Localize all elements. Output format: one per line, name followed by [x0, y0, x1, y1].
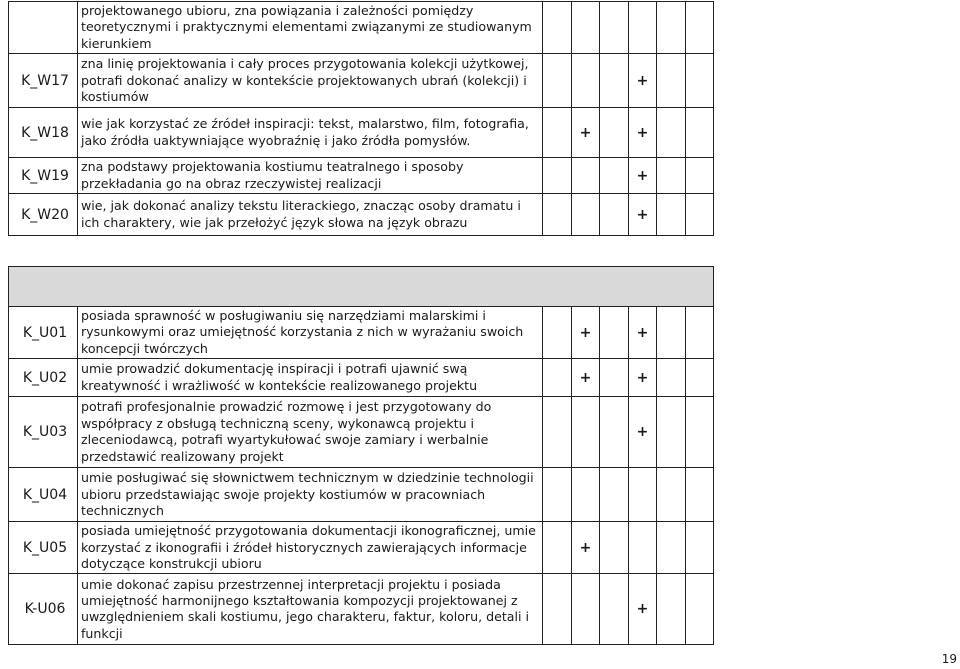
table-row	[9, 574, 714, 645]
outcome-mark	[543, 307, 572, 359]
outcome-mark	[572, 574, 600, 645]
outcome-mark: +	[629, 307, 657, 359]
table-row	[9, 2, 714, 54]
outcome-mark	[572, 468, 600, 522]
outcome-code	[9, 2, 78, 54]
outcome-description: projektowanego ubioru, zna powiązania i zależności pomiędzy teoretycznymi i praktycznymi elementami związanymi ze studiowanym kierunkiem	[78, 2, 543, 54]
outcome-mark: +	[572, 359, 600, 397]
outcome-mark	[600, 359, 629, 397]
outcome-mark	[657, 574, 686, 645]
outcome-mark	[572, 2, 600, 54]
outcome-mark	[686, 194, 714, 236]
outcome-code: K_U03	[9, 397, 78, 468]
outcome-mark	[657, 397, 686, 468]
outcome-description: umie posługiwać się słownictwem technicznym w dziedzinie technologii ubioru przedstawiając swoje projekty kostiumów w pracowniach technicznych	[78, 468, 543, 522]
outcome-mark	[686, 307, 714, 359]
outcome-mark	[600, 108, 629, 158]
outcome-mark	[629, 468, 657, 522]
outcome-code: K_W17	[9, 54, 78, 108]
outcome-mark: +	[629, 397, 657, 468]
outcome-code: K_U04	[9, 468, 78, 522]
outcome-mark: +	[572, 522, 600, 574]
outcome-mark	[686, 522, 714, 574]
outcome-description: umie prowadzić dokumentację inspiracji i potrafi ujawnić swą kreatywność i wrażliwość w kontekście realizowanego projektu	[78, 359, 543, 397]
outcome-description: zna podstawy projektowania kostiumu teatralnego i sposoby przekładania go na obraz rzeczywistej realizacji	[78, 158, 543, 194]
outcome-mark: +	[629, 194, 657, 236]
outcome-code: K_U01	[9, 307, 78, 359]
outcome-description: umie dokonać zapisu przestrzennej interpretacji projektu i posiada umiejętność harmonijnego kształtowania kompozycji projektowanej z uwzględnieniem skali kostiumu, jego charakteru, faktur, koloru, detali i funkcji	[78, 574, 543, 645]
outcome-mark: +	[629, 158, 657, 194]
outcome-mark	[600, 397, 629, 468]
outcome-description: zna linię projektowania i cały proces przygotowania kolekcji użytkowej, potrafi dokonać analizy w kontekście projektowanych ubrań (kolekcji) i kostiumów	[78, 54, 543, 108]
table-row	[9, 397, 714, 468]
outcome-mark	[686, 158, 714, 194]
outcome-mark	[657, 54, 686, 108]
table-row	[9, 522, 714, 574]
outcome-mark	[543, 54, 572, 108]
outcome-mark	[686, 359, 714, 397]
outcome-code: K-U06	[9, 574, 78, 645]
outcome-mark	[686, 54, 714, 108]
learning-outcomes-table-knowledge	[8, 1, 714, 236]
outcome-code: K_W20	[9, 194, 78, 236]
outcome-mark	[657, 468, 686, 522]
outcome-mark	[600, 54, 629, 108]
section-separator-row	[9, 267, 714, 307]
outcome-mark	[572, 158, 600, 194]
learning-outcomes-table-skills	[8, 266, 714, 645]
outcome-mark	[600, 2, 629, 54]
outcome-mark	[543, 158, 572, 194]
table-row	[9, 54, 714, 108]
table-row	[9, 158, 714, 194]
table-row	[9, 108, 714, 158]
outcome-code: K_W19	[9, 158, 78, 194]
outcome-code: K_W18	[9, 108, 78, 158]
outcome-mark	[657, 194, 686, 236]
outcome-mark	[572, 397, 600, 468]
outcome-description: posiada sprawność w posługiwaniu się narzędziami malarskimi i rysunkowymi oraz umiejętność korzystania z nich w wyrażaniu swoich koncepcji twórczych	[78, 307, 543, 359]
outcome-mark	[657, 158, 686, 194]
outcome-mark	[600, 522, 629, 574]
outcome-mark	[600, 158, 629, 194]
outcome-mark	[543, 522, 572, 574]
outcome-mark	[543, 108, 572, 158]
outcome-mark	[629, 2, 657, 54]
outcome-mark	[657, 307, 686, 359]
table-row	[9, 194, 714, 236]
outcome-mark	[543, 194, 572, 236]
outcome-code: K_U02	[9, 359, 78, 397]
outcome-mark	[600, 468, 629, 522]
outcome-mark: +	[629, 359, 657, 397]
outcome-mark	[629, 522, 657, 574]
outcome-mark	[686, 468, 714, 522]
outcome-mark	[600, 194, 629, 236]
page-number: 19	[941, 652, 957, 666]
outcome-description: wie jak korzystać ze źródeł inspiracji: tekst, malarstwo, film, fotografia, jako źródła uaktywniające wyobraźnię i jako źródła pomysłów.	[78, 108, 543, 158]
outcome-code: K_U05	[9, 522, 78, 574]
table-row	[9, 468, 714, 522]
outcome-mark: +	[572, 307, 600, 359]
outcome-mark: +	[572, 108, 600, 158]
outcome-mark	[657, 359, 686, 397]
outcome-mark	[543, 468, 572, 522]
outcome-mark	[543, 2, 572, 54]
outcome-mark: +	[629, 574, 657, 645]
outcome-mark	[572, 194, 600, 236]
outcome-description: potrafi profesjonalnie prowadzić rozmowę i jest przygotowany do współpracy z obsługą techniczną sceny, wykonawcą projektu i zleceniodawcą, potrafi wyartykułować swoje zamiary i werbalnie przedstawić realizowany projekt	[78, 397, 543, 468]
outcome-mark	[543, 397, 572, 468]
separator-cell	[9, 267, 714, 307]
outcome-mark	[686, 2, 714, 54]
outcome-mark	[686, 397, 714, 468]
outcome-mark	[600, 307, 629, 359]
outcome-mark	[600, 574, 629, 645]
outcome-mark	[686, 108, 714, 158]
outcome-mark	[572, 54, 600, 108]
table-row	[9, 359, 714, 397]
outcome-mark	[657, 2, 686, 54]
outcome-mark	[657, 108, 686, 158]
outcome-description: posiada umiejętność przygotowania dokumentacji ikonograficznej, umie korzystać z ikonografii i źródeł historycznych zawierających informacje dotyczące konstrukcji ubioru	[78, 522, 543, 574]
outcome-mark	[657, 522, 686, 574]
outcome-mark: +	[629, 108, 657, 158]
table-row	[9, 307, 714, 359]
outcome-mark: +	[629, 54, 657, 108]
outcome-description: wie, jak dokonać analizy tekstu literackiego, znacząc osoby dramatu i ich charaktery, wie jak przełożyć język słowa na język obrazu	[78, 194, 543, 236]
outcome-mark	[686, 574, 714, 645]
outcome-mark	[543, 359, 572, 397]
outcome-mark	[543, 574, 572, 645]
